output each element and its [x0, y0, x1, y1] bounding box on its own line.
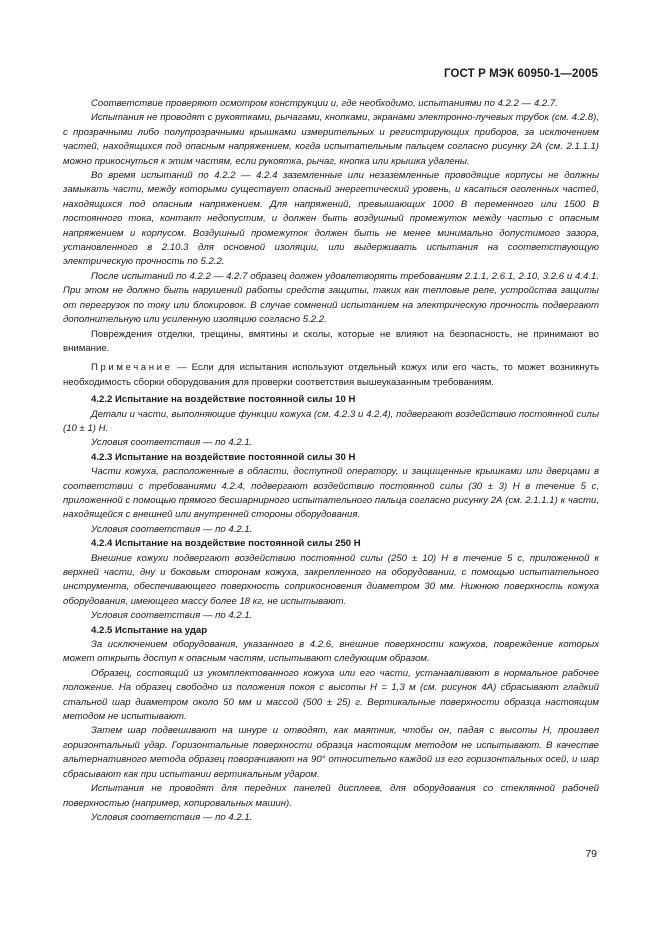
section-heading: 4.2.5 Испытание на удар: [91, 624, 208, 636]
body-paragraph: Условия соответствия — по 4.2.1.: [91, 811, 253, 823]
body-paragraph: Испытания не проводят для передних панелей дисплеев, для оборудования со стеклянной рабочей поверхностью (например, копировальных машин).: [63, 783, 599, 809]
section-heading: 4.2.2 Испытание на воздействие постоянной силы 10 Н: [91, 394, 356, 406]
note-text: — Если для испытания используют отдельный кожух или его часть, то может возникнуть необходимость сборки оборудования для проверки соответствия вышеуказанным требованиям.: [63, 362, 599, 388]
section-heading: 4.2.3 Испытание на воздействие постоянной силы 30 Н: [91, 451, 356, 463]
note-paragraph: [63, 361, 599, 390]
page-number: 79: [585, 848, 597, 860]
note-label: Примечание: [91, 362, 173, 374]
document-header: ГОСТ Р МЭК 60950-1—2005: [444, 68, 598, 80]
body-paragraph: Условия соответствия — по 4.2.1.: [91, 610, 253, 622]
body-paragraph: Части кожуха, расположенные в области, доступной оператору, и защищенные крышками или дверцами в соответствии с требованиями 4.2.4, подвергают воздействию постоянной силы (30 ± 3) Н в течение 5 с, приложенной с помощью прямого бесшарнирного испытательного пальца согласно рисунку 2А (см. 2.1.1.1) к части, находящейся с внешней или внутренней стороны оборудования.: [63, 466, 599, 521]
section-heading: 4.2.4 Испытание на воздействие постоянной силы 250 Н: [91, 538, 361, 550]
body-paragraph: После испытаний по 4.2.2 — 4.2.7 образец должен удовлетворять требованиям 2.1.1, 2.6.1, 2.10, 3.2.6 и 4.4.1. При этом не должно быть нарушений работы средств защиты, таких как тепловые реле, устройства защиты от перегрузок по току или блокировок. В случае сомнений испытанием на электрическую прочность подвергают дополнительную или усиленную изоляцию согласно 5.2.2.: [63, 270, 599, 326]
document-body: [63, 97, 599, 825]
body-paragraph: За исключением оборудования, указанного в 4.2.6, внешние поверхности кожухов, повреждение которых может открыть доступ к опасным частям, испытывают следующим образом.: [63, 639, 599, 665]
body-paragraph: Внешние кожухи подвергают воздействию постоянной силы (250 ± 10) Н в течение 5 с, приложенной к верхней части, дну и боковым сторонам кожуха, закрепленного на оборудовании, с помощью испытательного инструмента, обеспечивающего поверхность соприкосновения диаметром 30 мм. Нижнюю поверхность кожуха оборудования, имеющего массу более 18 кг, не испытывают.: [63, 552, 599, 607]
body-paragraph: Испытания не проводят с рукоятками, рычагами, кнопками, экранами электронно-лучевых трубок (см. 4.2.8), с прозрачными либо полупрозрачными крышками измерительных и регистрирующих приборов, за исключением частей, находящихся под опасным напряжением, когда испытательным пальцем согласно рисунку 2А (см. 2.1.1.1) можно прикоснуться к этим частям, если рукоятка, рычаг, кнопка или крышка удалены.: [63, 112, 599, 167]
body-paragraph: Детали и части, выполняющие функции кожуха (см. 4.2.3 и 4.2.4), подвергают воздействию постоянной силы (10 ± 1) Н.: [63, 408, 599, 434]
body-paragraph: Повреждения отделки, трещины, вмятины и сколы, которые не влияют на безопасность, не принимают во внимание.: [63, 328, 599, 354]
body-paragraph: Затем шар подвешивают на шнуре и отводят, как маятник, чтобы он, падая с высоты H, произвел горизонтальный удар. Горизонтальные поверхности образца настоящим методом не испытывают. В качестве альтернативного метода образец поворачивают на 90° относительно каждой из его горизонтальных осей, и шар сбрасывают как при испытании вертикальным ударом.: [63, 725, 599, 780]
body-paragraph: Образец, состоящий из укомплектованного кожуха или его части, устанавливают в нормальное рабочее положение. На образец свободно из положения покоя с высоты H = 1,3 м (см. рисунок 4А) сбрасывают гладкий стальной шар диаметром около 50 мм и массой (500 ± 25) г. Вертикальные поверхности образца настоящим методом не испытывают.: [63, 667, 599, 723]
body-paragraph: Во время испытаний по 4.2.2 — 4.2.4 заземленные или незаземленные проводящие корпусы не должны замыкать части, между которыми существует опасный энергетический уровень, и касаться оголенных частей, находящихся под опасным напряжением. Для напряжений, превышающих 1000 В переменного или 1500 В постоянного тока, контакт недопустим, и должен быть воздушный промежуток между частью с опасным напряжением и корпусом. Воздушный промежуток должен быть не менее минимально допустимого зазора, установленного в 2.10.3 для основной изоляции, или выдерживать испытания на соответствующую электрическую прочность по 5.2.2.: [63, 170, 599, 268]
body-paragraph: Условия соответствия — по 4.2.1.: [91, 523, 253, 535]
body-paragraph: Соответствие проверяют осмотром конструкции и, где необходимо, испытаниями по 4.2.2 — 4.2.7.: [91, 98, 558, 109]
body-paragraph: Условия соответствия — по 4.2.1.: [91, 437, 253, 449]
